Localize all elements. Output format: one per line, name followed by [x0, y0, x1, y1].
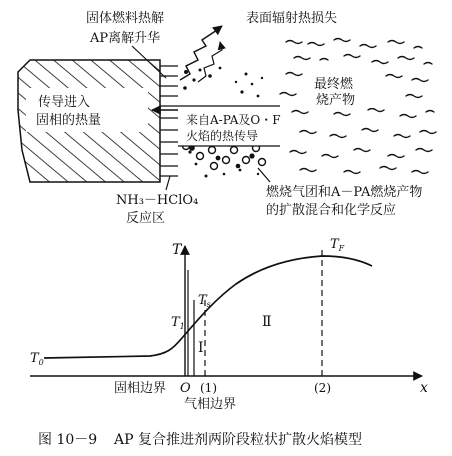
ts-label: $T_s$: [198, 293, 211, 309]
reaction-zone-label: 反应区: [126, 211, 166, 226]
heat-from-label-line1: 来自A-PA及O・F: [186, 113, 281, 127]
mixing-label-line2: 的扩散混合和化学反应: [266, 203, 397, 218]
conduction-label-line1: 传导进入: [38, 95, 91, 110]
conduction-label-line2: 固相的热量: [36, 113, 102, 128]
figure-caption-number: 图 10－9: [38, 432, 98, 448]
zone-i-label: Ⅰ: [198, 340, 204, 356]
axis-x-label: x: [420, 380, 428, 396]
solid-decomp-label: 固体燃料热解: [86, 11, 165, 26]
mixing-label-line1: 燃烧气团和A－PA燃烧产物: [266, 185, 423, 200]
position-1-label: (1): [200, 381, 217, 395]
final-products-label-line2: 烧产物: [316, 93, 356, 108]
reaction-zone-pointer: [166, 176, 170, 190]
solid-boundary-label: 固相边界: [114, 381, 167, 396]
t1-label: $T_1$: [171, 315, 185, 331]
mixing-pointer: [258, 168, 270, 182]
zone-ii-label: Ⅱ: [262, 314, 272, 330]
figure-caption-title: AP 复合推进剂两阶段粒状扩散火焰模型: [114, 432, 362, 448]
boundary-lines: [188, 246, 322, 376]
position-2-label: (2): [314, 381, 331, 395]
reaction-zone-lines: [160, 66, 178, 176]
gas-boundary-label: 气相边界: [184, 397, 237, 412]
ap-sublimation-label: AP离解升华: [90, 31, 161, 46]
radiation-loss-label: 表面辐射热损失: [246, 11, 338, 26]
final-products-label-line1: 最终燃: [314, 77, 354, 92]
tf-label: $T_F$: [330, 237, 345, 253]
axis-t-label: T: [172, 242, 182, 258]
reaction-zone-formula: NH₃－HClO₄: [116, 193, 199, 208]
heat-from-label-line2: 火焰的热传导: [186, 129, 259, 143]
t0-label: $T_0$: [30, 351, 44, 367]
origin-label: O: [180, 381, 191, 396]
